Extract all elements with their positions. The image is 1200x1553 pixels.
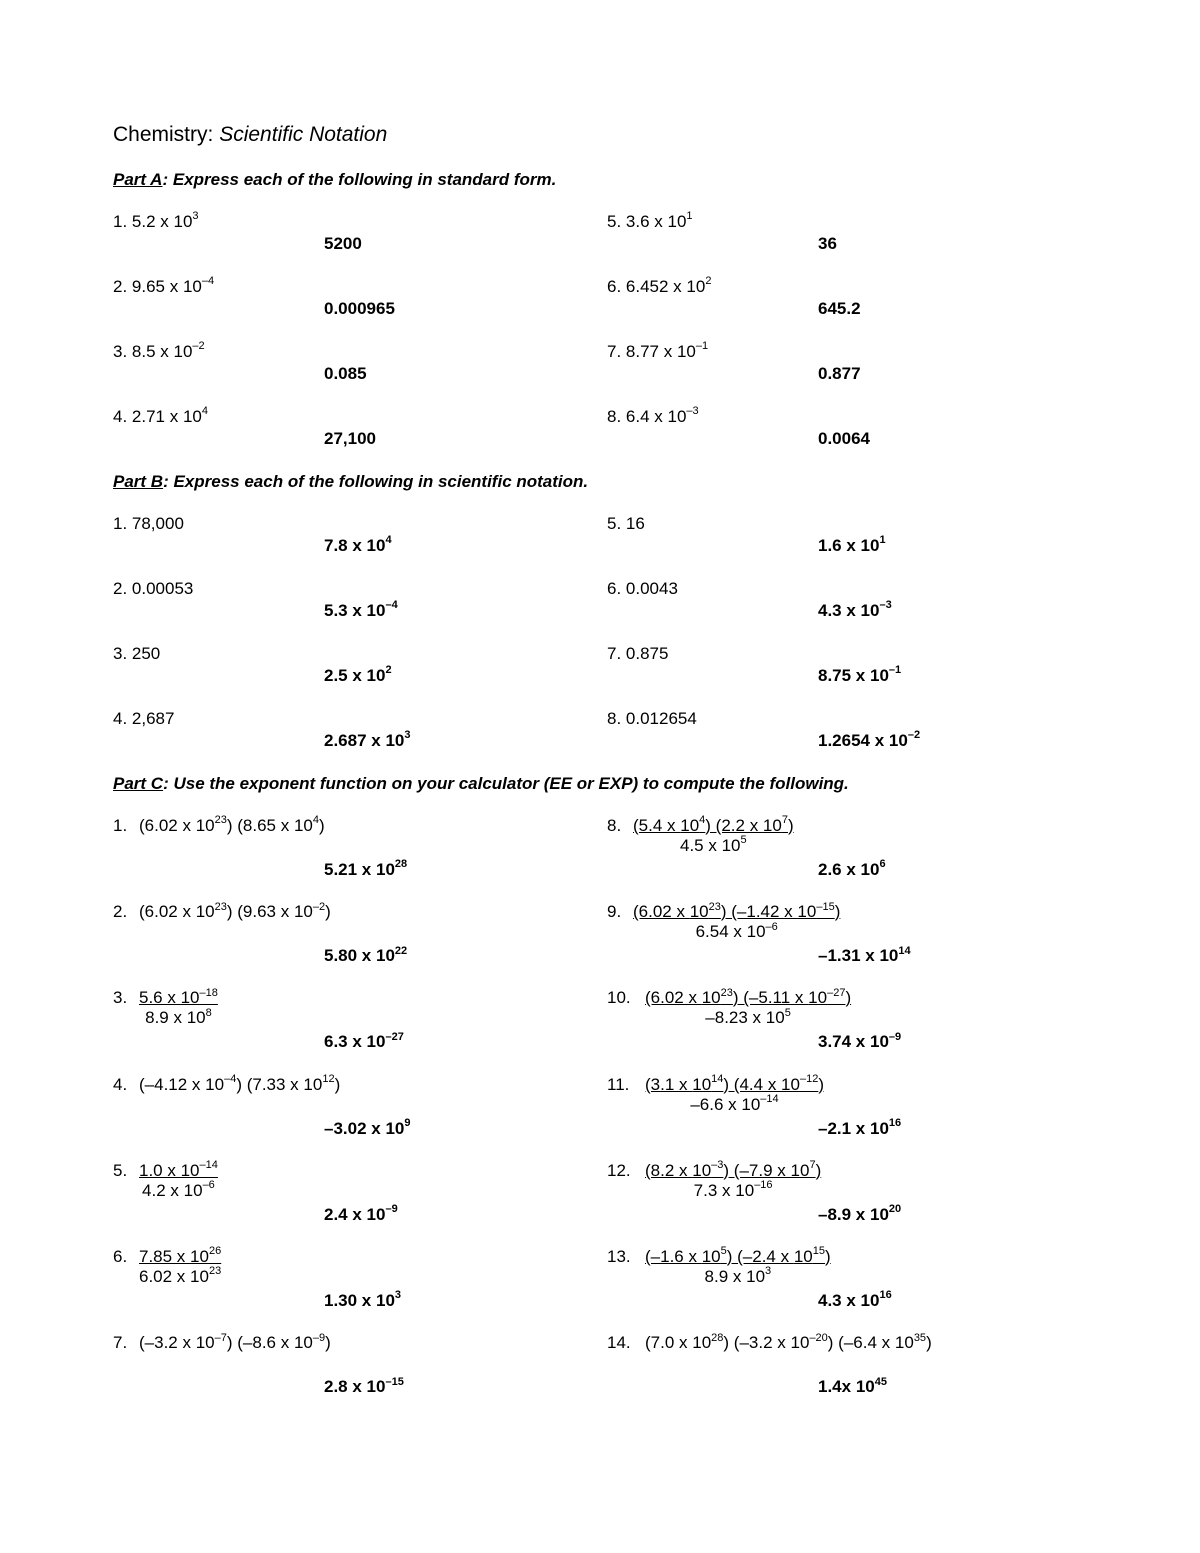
partC-fraction (645, 988, 851, 1028)
partC-denominator: 8.9 x $10^8$ (145, 1006, 212, 1028)
partC-item-number: 1. (113, 816, 128, 835)
partC-answer: 1.30 x $10^3$ (324, 1289, 402, 1310)
partC-answer: –1.31 x $10^{14}$ (818, 944, 911, 966)
partB-answer: 5.3 x $10^{-4}$ (324, 599, 398, 620)
partC-item-number: 14. (607, 1333, 631, 1353)
partC-denominator: 7.3 x $10^{-16}$ (693, 1179, 773, 1200)
partC-denominator: 4.2 x $10^{-6}$ (142, 1179, 215, 1200)
partC-question: (–3.2 x $10^{-7}$) (–8.6 x $10^{-9}$) (139, 1331, 331, 1353)
partA-question: 4. 2.71 x $10^4$ (113, 405, 208, 426)
partC-answer: 3.74 x $10^{-9}$ (818, 1030, 902, 1052)
partC-item-number: 4. (113, 1074, 128, 1094)
partC-fraction (139, 1161, 218, 1201)
partB-answer: 7.8 x $10^4$ (324, 534, 392, 555)
partC-item-number: 6. (113, 1247, 128, 1266)
partA-question: 8. 6.4 x $10^{-3}$ (607, 405, 699, 426)
partB-question: 3. 250 (113, 644, 161, 663)
partC-answer: –3.02 x $10^9$ (324, 1116, 411, 1138)
partC-numerator: (5.4 x $10^4$) (2.2 x $10^7$) (633, 814, 794, 835)
partC-item-number: 10. (607, 988, 631, 1008)
partC-question: (6.02 x $10^{23}$) (9.63 x $10^{-2}$) (139, 900, 331, 922)
page-title (113, 122, 387, 148)
partB-question: 5. 16 (607, 514, 645, 533)
partC-answer: 2.4 x $10^{-9}$ (324, 1203, 398, 1224)
partC-item-number: 8. (607, 816, 622, 835)
partB-question: 1. 78,000 (113, 514, 184, 533)
partC-item-number: 12. (607, 1160, 631, 1180)
partB-answer: 1.2654 x $10^{-2}$ (818, 729, 921, 750)
part-b-heading (113, 472, 588, 492)
partC-fraction (139, 1247, 221, 1287)
part-c-label: Part C (113, 774, 164, 793)
partA-answer: 5200 (324, 234, 362, 253)
partC-item-number: 5. (113, 1160, 128, 1180)
partC-numerator: (6.02 x $10^{23}$) (–5.11 x $10^{-27}$) (645, 986, 852, 1008)
partB-question: 7. 0.875 (607, 644, 669, 663)
partA-question: 1. 5.2 x $10^3$ (113, 210, 199, 231)
partC-item-number: 3. (113, 988, 128, 1008)
partA-question: 2. 9.65 x $10^{-4}$ (113, 275, 215, 296)
partA-question: 7. 8.77 x $10^{-1}$ (607, 340, 709, 361)
partB-answer: 1.6 x $10^1$ (818, 534, 886, 555)
partC-question: (6.02 x $10^{23}$) (8.65 x $10^4$) (139, 814, 325, 835)
part-b-label: Part B (113, 472, 164, 491)
partC-item-number: 11. (607, 1074, 630, 1094)
partB-answer: 2.687 x $10^3$ (324, 729, 411, 750)
partA-answer: 0.877 (818, 364, 861, 383)
partA-answer: 0.0064 (818, 429, 870, 448)
partC-question: (–4.12 x $10^{-4}$) (7.33 x $10^{12}$) (139, 1072, 341, 1094)
partC-numerator: 1.0 x $10^{-14}$ (139, 1159, 218, 1180)
partB-answer: 2.5 x $10^2$ (324, 664, 392, 685)
partC-item-number: 9. (607, 902, 622, 922)
title-main: Chemistry: (113, 123, 214, 146)
partC-item-number: 7. (113, 1333, 128, 1353)
partB-question: 8. 0.012654 (607, 709, 697, 728)
partC-fraction (139, 988, 218, 1028)
partC-numerator: (6.02 x $10^{23}$) (–1.42 x $10^{-15}$) (633, 900, 841, 922)
partC-answer: 2.6 x $10^6$ (818, 858, 886, 879)
partC-fraction (645, 1161, 821, 1201)
partC-denominator: 6.02 x $10^{23}$ (139, 1265, 222, 1286)
partC-answer: 1.4x $10^{45}$ (818, 1375, 887, 1397)
partC-denominator: 6.54 x $10^{-6}$ (695, 920, 778, 942)
partA-question: 5. 3.6 x $10^1$ (607, 210, 693, 231)
partC-item-number: 2. (113, 902, 128, 922)
partC-numerator: 7.85 x $10^{26}$ (139, 1245, 222, 1266)
partC-numerator: (–1.6 x $10^5$) (–2.4 x $10^{15}$) (645, 1245, 831, 1266)
partC-fraction (633, 816, 794, 856)
title-sub: Scientific Notation (219, 123, 388, 146)
partC-numerator: (8.2 x $10^{-3}$) (–7.9 x $10^7$) (645, 1159, 822, 1180)
partB-answer: 4.3 x $10^{-3}$ (818, 599, 892, 620)
part-a-heading (113, 170, 556, 190)
part-b-instruction: : Express each of the following in scientific notation. (163, 472, 589, 491)
partC-numerator: 5.6 x $10^{-18}$ (139, 986, 218, 1008)
partC-denominator: –8.23 x $10^5$ (705, 1006, 791, 1028)
partC-answer: 5.80 x $10^{22}$ (324, 944, 408, 966)
partC-answer: 2.8 x $10^{-15}$ (324, 1375, 404, 1397)
partC-item-number: 13. (607, 1247, 631, 1266)
part-c-heading (113, 774, 849, 794)
partB-answer: 8.75 x $10^{-1}$ (818, 664, 902, 685)
partC-answer: –2.1 x $10^{16}$ (818, 1116, 902, 1138)
partC-fraction (633, 902, 840, 942)
partC-answer: 5.21 x $10^{28}$ (324, 858, 408, 879)
partA-question: 3. 8.5 x $10^{-2}$ (113, 340, 205, 361)
partA-answer: 27,100 (324, 429, 376, 448)
partB-question: 4. 2,687 (113, 709, 175, 728)
partC-denominator: 8.9 x $10^3$ (704, 1265, 772, 1286)
partA-answer: 36 (818, 234, 837, 253)
partA-answer: 0.000965 (324, 299, 395, 318)
part-a-instruction: : Express each of the following in standard form. (162, 170, 557, 189)
partC-numerator: (3.1 x $10^{14}$) (4.4 x $10^{-12}$) (645, 1072, 824, 1094)
partC-answer: 4.3 x $10^{16}$ (818, 1289, 892, 1310)
partC-denominator: –6.6 x $10^{-14}$ (690, 1092, 779, 1114)
partA-question: 6. 6.452 x $10^2$ (607, 275, 712, 296)
part-c-instruction: : Use the exponent function on your calculator (EE or EXP) to compute the following. (163, 774, 849, 793)
partA-answer: 0.085 (324, 364, 367, 383)
partB-question: 6. 0.0043 (607, 579, 678, 598)
partC-answer: 6.3 x $10^{-27}$ (324, 1030, 404, 1052)
partC-fraction (645, 1247, 831, 1287)
partC-fraction (645, 1072, 824, 1115)
part-a-label: Part A (113, 170, 163, 189)
partB-question: 2. 0.00053 (113, 579, 194, 598)
partC-question: (7.0 x $10^{28}$) (–3.2 x $10^{-20}$) (–6.4 x $10^{35}$) (645, 1331, 932, 1353)
partC-denominator: 4.5 x $10^5$ (680, 834, 747, 855)
partA-answer: 645.2 (818, 299, 861, 318)
partC-answer: –8.9 x $10^{20}$ (818, 1203, 902, 1224)
